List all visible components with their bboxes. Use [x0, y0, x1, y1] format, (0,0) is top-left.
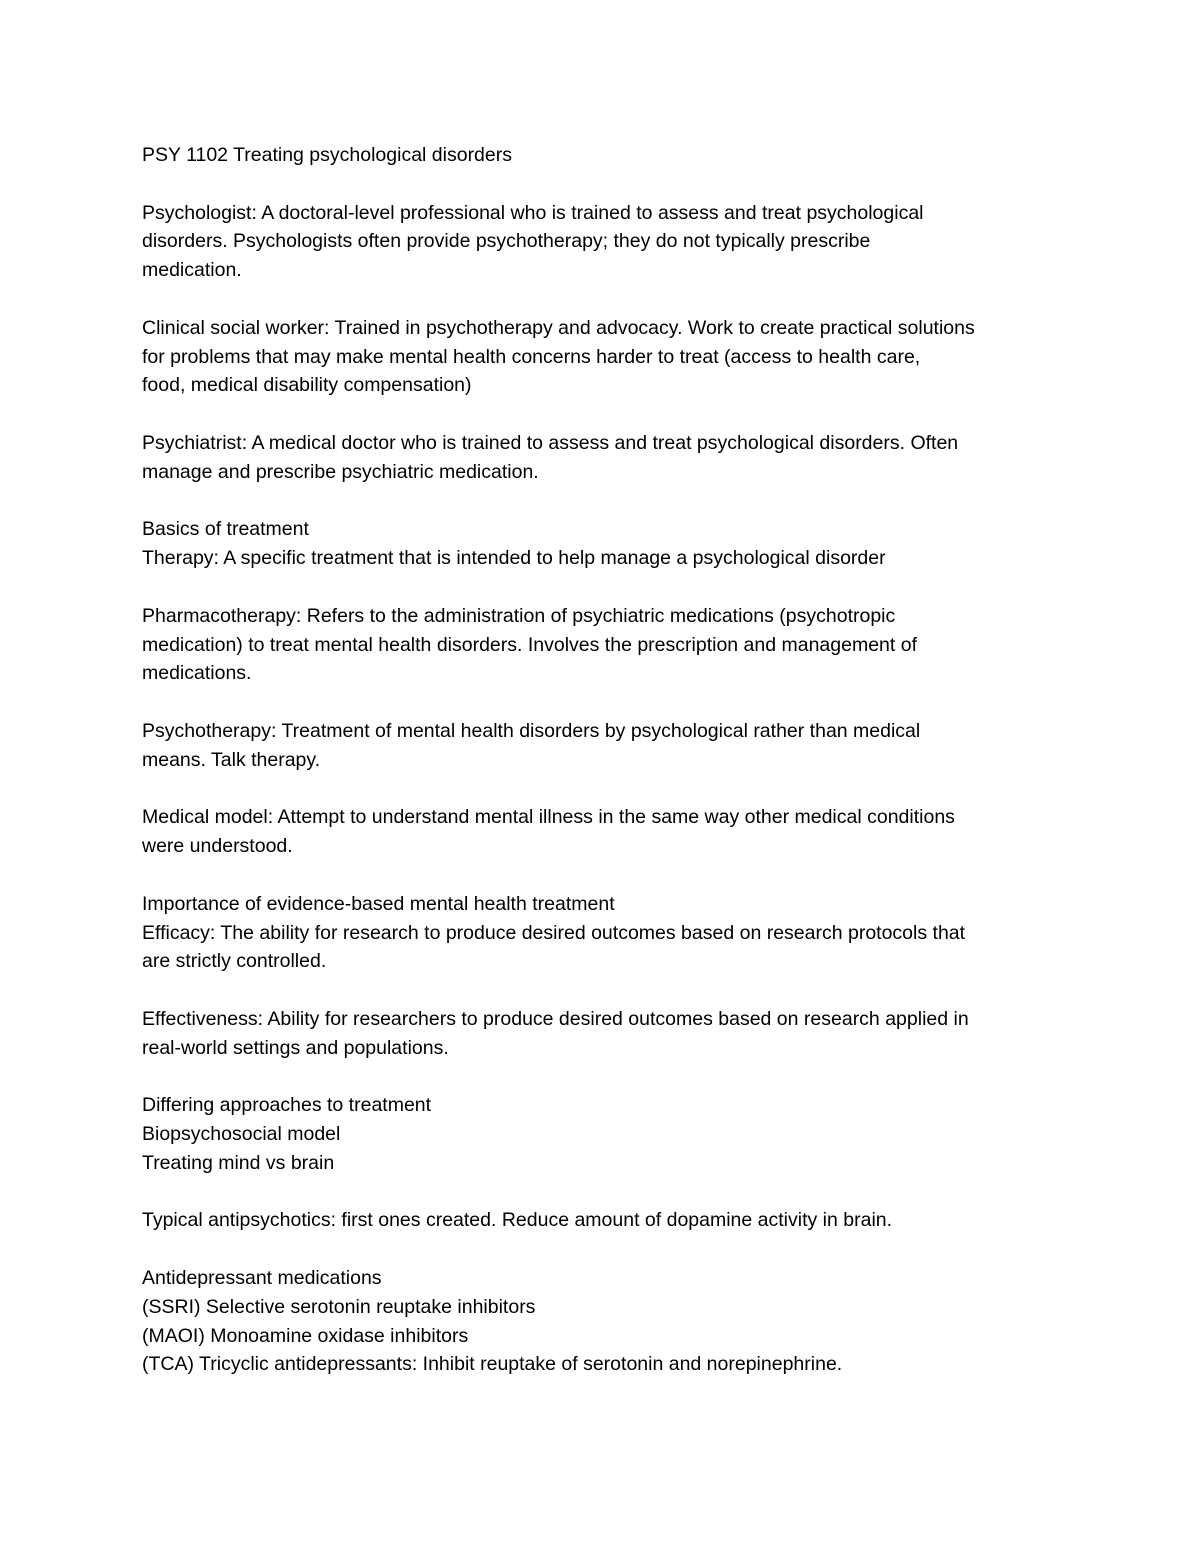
document-title [142, 141, 1077, 170]
text-line: (TCA) Tricyclic antidepressants: Inhibit reuptake of serotonin and norepinephrine. [142, 1353, 843, 1376]
paragraph-effectiveness [142, 1005, 1077, 1063]
text-line: (SSRI) Selective serotonin reuptake inhibitors [142, 1295, 536, 1318]
paragraph-medical-model [142, 803, 1077, 861]
text-line: disorders. Psychologists often provide psychotherapy; they do not typically prescribe [142, 230, 871, 253]
text-line: Differing approaches to treatment [142, 1094, 432, 1117]
text-line: Typical antipsychotics: first ones created. Reduce amount of dopamine activity in brain. [142, 1209, 893, 1232]
text-line: means. Talk therapy. [142, 748, 321, 771]
text-line: real-world settings and populations. [142, 1036, 449, 1059]
paragraph-pharmacotherapy [142, 602, 1077, 688]
text-line: were understood. [142, 835, 293, 858]
text-line: Biopsychosocial model [142, 1123, 341, 1146]
paragraph-clinical-social-worker [142, 314, 1077, 400]
text-line: Therapy: A specific treatment that is intended to help manage a psychological disorder [142, 547, 886, 570]
text-line: medication. [142, 259, 242, 282]
paragraph-typical-antipsychotics [142, 1206, 1077, 1235]
text-line: for problems that may make mental health concerns harder to treat (access to health care, [142, 345, 921, 368]
text-line: medications. [142, 662, 252, 685]
paragraph-differing-approaches [142, 1091, 1077, 1177]
text-line: Antidepressant medications [142, 1267, 382, 1290]
text-line: Pharmacotherapy: Refers to the administration of psychiatric medications (psychotropic [142, 604, 896, 627]
text-line: (MAOI) Monoamine oxidase inhibitors [142, 1324, 469, 1347]
text-line: food, medical disability compensation) [142, 374, 472, 397]
text-line: medication) to treat mental health disorders. Involves the prescription and management of [142, 633, 918, 656]
text-line: Psychiatrist: A medical doctor who is trained to assess and treat psychological disorders. Often [142, 431, 959, 454]
text-line: are strictly controlled. [142, 950, 327, 973]
text-line: Psychologist: A doctoral-level professional who is trained to assess and treat psychological [142, 201, 924, 224]
text-line: Importance of evidence-based mental health treatment [142, 892, 615, 915]
paragraph-antidepressants [142, 1264, 1077, 1379]
paragraph-psychologist [142, 199, 1077, 285]
paragraph-psychiatrist [142, 429, 1077, 487]
title-line: PSY 1102 Treating psychological disorders [142, 144, 512, 166]
paragraph-basics-of-treatment [142, 515, 1077, 573]
text-line: Efficacy: The ability for research to produce desired outcomes based on research protocols that [142, 921, 966, 944]
text-line: Treating mind vs brain [142, 1151, 335, 1174]
paragraph-evidence-based [142, 890, 1077, 976]
document-body [142, 141, 1077, 1408]
text-line: Medical model: Attempt to understand mental illness in the same way other medical conditions [142, 806, 955, 829]
text-line: Psychotherapy: Treatment of mental health disorders by psychological rather than medical [142, 719, 921, 742]
text-line: Clinical social worker: Trained in psychotherapy and advocacy. Work to create practical solutions [142, 316, 975, 339]
text-line: Basics of treatment [142, 518, 309, 541]
text-line: manage and prescribe psychiatric medication. [142, 460, 539, 483]
paragraph-psychotherapy [142, 717, 1077, 775]
text-line: Effectiveness: Ability for researchers to produce desired outcomes based on research applied in [142, 1007, 969, 1030]
